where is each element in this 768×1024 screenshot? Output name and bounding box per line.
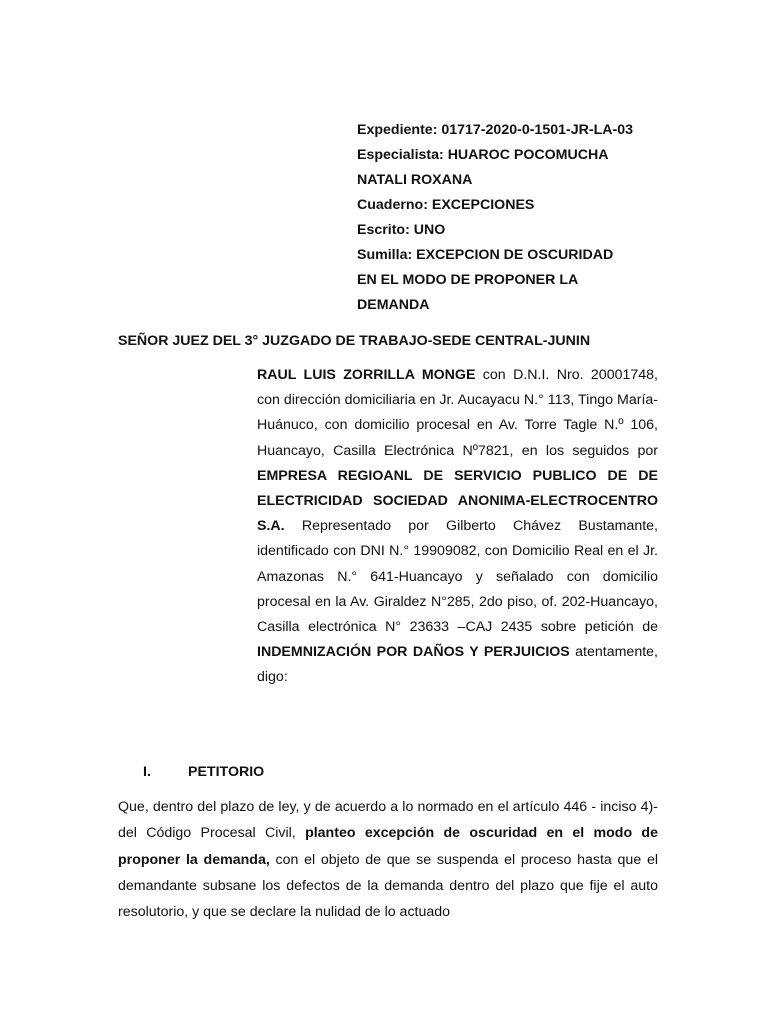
expediente-line: Expediente: 01717-2020-0-1501-JR-LA-03 — [357, 122, 633, 138]
intro-text-1: con D.N.I. Nro. 20001748, con dirección domiciliaria en Jr. Aucayacu N.° 113, Tingo María- Huánuco, con domicilio procesal en Av. Torre Tagle N.º 106, Huancayo, Casilla Electrónica Nº7821, en los seguidos por — [257, 367, 658, 459]
sumilla-line: Sumilla: EXCEPCION DE OSCURIDAD — [357, 247, 614, 263]
section-title: PETITORIO — [188, 764, 265, 780]
escrito-line: Escrito: UNO — [357, 222, 446, 238]
section-heading — [143, 760, 264, 785]
claim-type: INDEMNIZACIÓN POR DAÑOS Y PERJUICIOS — [257, 644, 570, 661]
body-text-1: Que, dentro del plazo de ley, y de acuerdo a lo normado en el artículo 446 - inciso 4)- del Código Procesal Civil, — [118, 799, 658, 842]
intro-text-2: Representado por Gilberto Chávez Bustamante, identificado con DNI N.° 19909082, con Domicilio Real en el Jr. Amazonas N.° 641-Huancayo y señalado con domicilio procesal en la Av. Giraldez N°285, 2do piso, of. 202-Huancayo, Casilla electrónica N° 23633 –CAJ 2435 sobre petición de — [257, 518, 658, 636]
section-number: I. — [143, 764, 151, 780]
court-addressee: SEÑOR JUEZ DEL 3° JUZGADO DE TRABAJO-SEDE CENTRAL-JUNIN — [118, 333, 591, 349]
intro-text-3: atentamente, digo: — [257, 644, 658, 686]
intro-paragraph — [257, 363, 658, 691]
especialista-line-2: NATALI ROXANA — [357, 172, 473, 188]
case-header — [357, 118, 667, 318]
body-text-2: con el objeto de que se suspenda el proceso hasta que el demandante subsane los defectos de la demanda dentro del plazo que fije el auto resolutorio, y que se declare la nulidad de lo actuado — [118, 851, 658, 921]
body-bold-1: planteo excepción de oscuridad en el modo de proponer la demanda, — [118, 825, 658, 868]
defendant-company: EMPRESA REGIOANL DE SERVICIO PUBLICO DE DE ELECTRICIDAD SOCIEDAD ANONIMA-ELECTROCENTRO S.A. — [257, 467, 658, 535]
sumilla-line-3: DEMANDA — [357, 297, 430, 313]
plaintiff-name: RAUL LUIS ZORRILLA MONGE — [257, 367, 476, 383]
sumilla-line-2: EN EL MODO DE PROPONER LA — [357, 272, 579, 288]
petitorio-paragraph — [118, 794, 658, 925]
cuaderno-line: Cuaderno: EXCEPCIONES — [357, 197, 535, 213]
especialista-line: Especialista: HUAROC POCOMUCHA — [357, 147, 609, 163]
